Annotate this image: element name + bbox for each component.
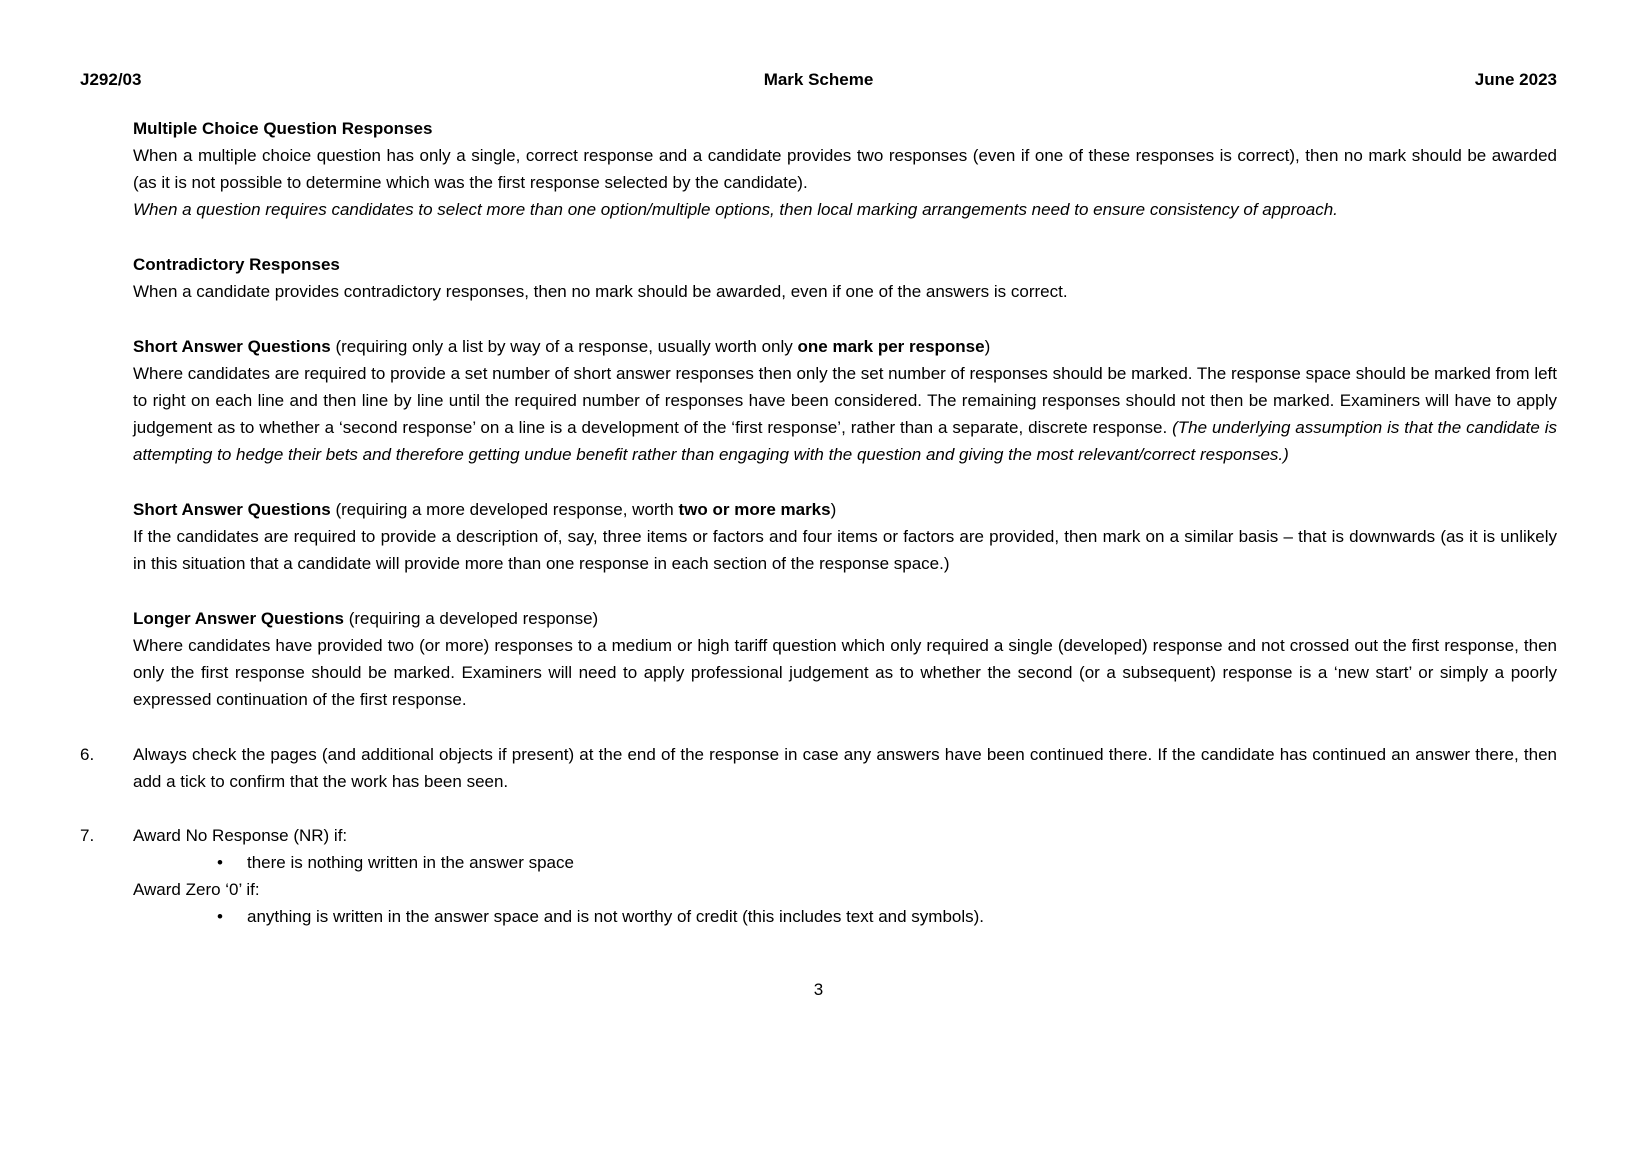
section-contradictory-responses: [133, 251, 1557, 305]
heading-bold-run: Longer Answer Questions: [133, 609, 344, 628]
list-item-body: [133, 822, 1557, 930]
bullet-text: there is nothing written in the answer space: [247, 853, 574, 872]
heading-normal-run: (requiring a developed response): [343, 609, 599, 628]
section-paragraph: When a multiple choice question has only a single, correct response and a candidate provides two responses (even if one of these responses is correct), then no mark should be awarded (as it is not possible to determine which was the first response selected by the candidate).: [133, 146, 1557, 192]
list-item-text: Always check the pages (and additional objects if present) at the end of the response in case any answers have been continued there. If the candidate has continued an answer there, then add a tick to confirm that the work has been seen.: [133, 745, 1557, 791]
section-paragraph: When a candidate provides contradictory responses, then no mark should be awarded, even if one of the answers is correct.: [133, 282, 1068, 301]
award-zero-intro: Award Zero ‘0’ if:: [133, 880, 260, 899]
section-multiple-choice-responses: [133, 115, 1557, 223]
document-title: Mark Scheme: [763, 70, 874, 89]
section-heading: [133, 496, 1557, 523]
page-body: [80, 115, 1557, 1003]
bullet-item: [217, 903, 1557, 930]
page-header: [80, 66, 1557, 93]
heading-bold-run: Short Answer Questions: [133, 500, 331, 519]
paper-code: J292/03: [80, 70, 142, 89]
heading-normal-run: ): [984, 337, 991, 356]
section-heading: Contradictory Responses: [133, 255, 340, 274]
paragraph-normal-run: Where candidates are required to provide a set number of short answer responses then only the set number of responses should be marked. The response space should be marked from left to right on each line and then line by line until the required number of responses have been considered. The remaining responses should not then be marked. Examiners will have to apply judgement as to whether a ‘second response’ on a line is a development of the ‘first response’, rather than a separate, discrete response.: [133, 364, 1557, 437]
exam-session-date: June 2023: [1474, 70, 1557, 89]
section-paragraph: If the candidates are required to provide a description of, say, three items or factors and four items or factors are provided, then mark on a similar basis – that is downwards (as it is unlikely in this situation that a candidate will provide more than one response in each section of the response space.): [133, 527, 1557, 573]
page-number: 3: [813, 980, 824, 999]
section-paragraph-italic: When a question requires candidates to select more than one option/multiple options, then local marking arrangements need to ensure consistency of approach.: [133, 200, 1338, 219]
section-longer-answer: [133, 605, 1557, 713]
section-short-answer-list: [133, 333, 1557, 468]
bullet-text: anything is written in the answer space and is not worthy of credit (this includes text and symbols).: [247, 907, 985, 926]
page-footer: [80, 976, 1557, 1003]
award-nr-intro: Award No Response (NR) if:: [133, 826, 348, 845]
paragraph-italic-run: (The underlying assumption is that the candidate is attempting to hedge their bets and therefore getting undue benefit rather than engaging with the question and giving the most relevant/correct responses.): [133, 418, 1557, 464]
bullet-icon: •: [217, 907, 223, 926]
heading-normal-run: ): [830, 500, 837, 519]
heading-normal-run: (requiring only a list by way of a response, usually worth only: [330, 337, 798, 356]
section-paragraph: Where candidates have provided two (or more) responses to a medium or high tariff question which only required a single (developed) response and not crossed out the first response, then only the first response should be marked. Examiners will need to apply professional judgement as to whether the second (or a subsequent) response is a ‘new start’ or simply a poorly expressed continuation of the first response.: [133, 636, 1557, 709]
heading-normal-run: (requiring a more developed response, worth: [330, 500, 679, 519]
heading-bold-run: two or more marks: [678, 500, 831, 519]
list-item-6: [80, 741, 1557, 795]
section-heading: Multiple Choice Question Responses: [133, 119, 433, 138]
list-item-number: 6.: [80, 745, 95, 764]
list-item-7: [80, 822, 1557, 930]
section-short-answer-developed: [133, 496, 1557, 577]
section-heading: [133, 333, 1557, 360]
section-paragraph: [133, 360, 1557, 468]
list-item-number: 7.: [80, 826, 95, 845]
heading-bold-run: Short Answer Questions: [133, 337, 331, 356]
heading-bold-run: one mark per response: [797, 337, 985, 356]
bullet-icon: •: [217, 853, 223, 872]
section-heading: [133, 605, 1557, 632]
bullet-item: [217, 849, 1557, 876]
